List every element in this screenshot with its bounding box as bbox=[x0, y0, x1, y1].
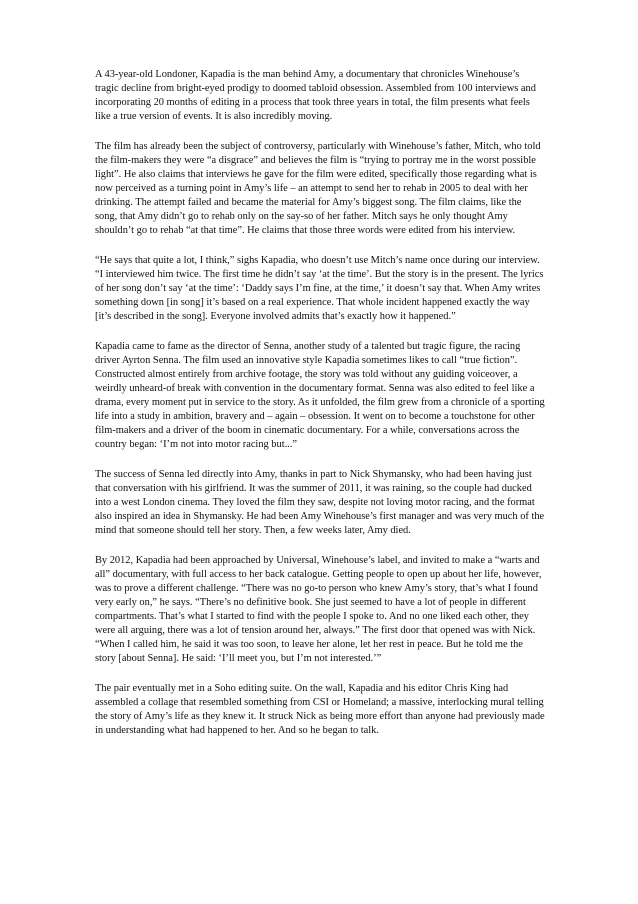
paragraph-7: The pair eventually met in a Soho editing suite. On the wall, Kapadia and his editor Chris King had assembled a collage that resembled something from CSI or Homeland; a massive, interlocking mural telling the story of Amy’s life as they knew it. It struck Nick as being more effort than anyone had previously made in understanding what had happened to her. And so he began to talk. bbox=[95, 683, 545, 736]
paragraph-6: By 2012, Kapadia had been approached by Universal, Winehouse’s label, and invited to make a “warts and all” documentary, with full access to her back catalogue. Getting people to open up about her life, however, was to prove a different challenge. “There was no go-to person who knew Amy’s story, that’s what I found very early on,” he says. “There’s no definitive book. She just seemed to have a lot of people in different compartments. That’s what I started to find with the people I spoke to. And no one liked each other, they were all arguing, there was a lot of tension around her, always.” The first door that opened was with Nick. “When I called him, he said it was too soon, to leave her alone, let her rest in peace. But he told me the story [about Senna]. He said: ‘I’ll meet you, but I’m not interested.’” bbox=[95, 555, 542, 664]
paragraph-2: The film has already been the subject of controversy, particularly with Winehouse’s father, Mitch, who told the film-makers they were “a disgrace” and believes the film is “trying to portray me in the worst possible light”. He also claims that interviews he gave for the film were edited, specifically those regarding what is now perceived as a turning point in Amy’s life – an attempt to send her to rehab in 2005 to deal with her drinking. The attempt failed and became the material for Amy’s biggest song. The film claims, like the song, that Amy didn’t go to rehab only on the say-so of her father. Mitch says he only thought Amy shouldn’t go to rehab “at that time”. He claims that those three words were edited from his interview. bbox=[95, 141, 541, 236]
paragraph-1: A 43-year-old Londoner, Kapadia is the man behind Amy, a documentary that chronicles Winehouse’s tragic decline from bright-eyed prodigy to doomed tabloid obsession. Assembled from 100 interviews and incorporating 20 months of editing in a process that took three years in total, the film presents what feels like a true version of events. It is also incredibly moving. bbox=[95, 69, 536, 122]
article-body bbox=[95, 68, 545, 754]
paragraph-3: “He says that quite a lot, I think,” sighs Kapadia, who doesn’t use Mitch’s name once during our interview. “I interviewed him twice. The first time he didn’t say ‘at the time’. But the story is in the present. The lyrics of her song don’t say ‘at the time’: ‘Daddy says I’m fine, at the time,’ it doesn’t say that. When Amy writes something down [in song] it’s based on a real experience. That whole incident happened exactly the way [it’s described in the song]. Everyone involved admits that’s exactly how it happened.” bbox=[95, 255, 544, 322]
paragraph-4: Kapadia came to fame as the director of Senna, another study of a talented but tragic figure, the racing driver Ayrton Senna. The film used an innovative style Kapadia sometimes likes to call “true fiction”. Constructed almost entirely from archive footage, the story was told without any guiding voiceover, a weirdly unheard-of break with convention in the documentary format. Senna was also edited to feel like a drama, every moment put in service to the story. As it unfolded, the film grew from a chronicle of a sporting life into a study in ambition, bravery and – again – obsession. It went on to become a touchstone for other film-makers and a driver of the boom in cinematic documentary. For a while, conversations across the country began: ‘I’m not into motor racing but...” bbox=[95, 341, 545, 450]
paragraph-5: The success of Senna led directly into Amy, thanks in part to Nick Shymansky, who had been having just that conversation with his girlfriend. It was the summer of 2011, it was raining, so the couple had ducked into a west London cinema. They loved the film they saw, despite not loving motor racing, and the format also inspired an idea in Shymansky. He had been Amy Winehouse’s first manager and was very much of the mind that someone should tell her story. Then, a few weeks later, Amy died. bbox=[95, 469, 545, 536]
